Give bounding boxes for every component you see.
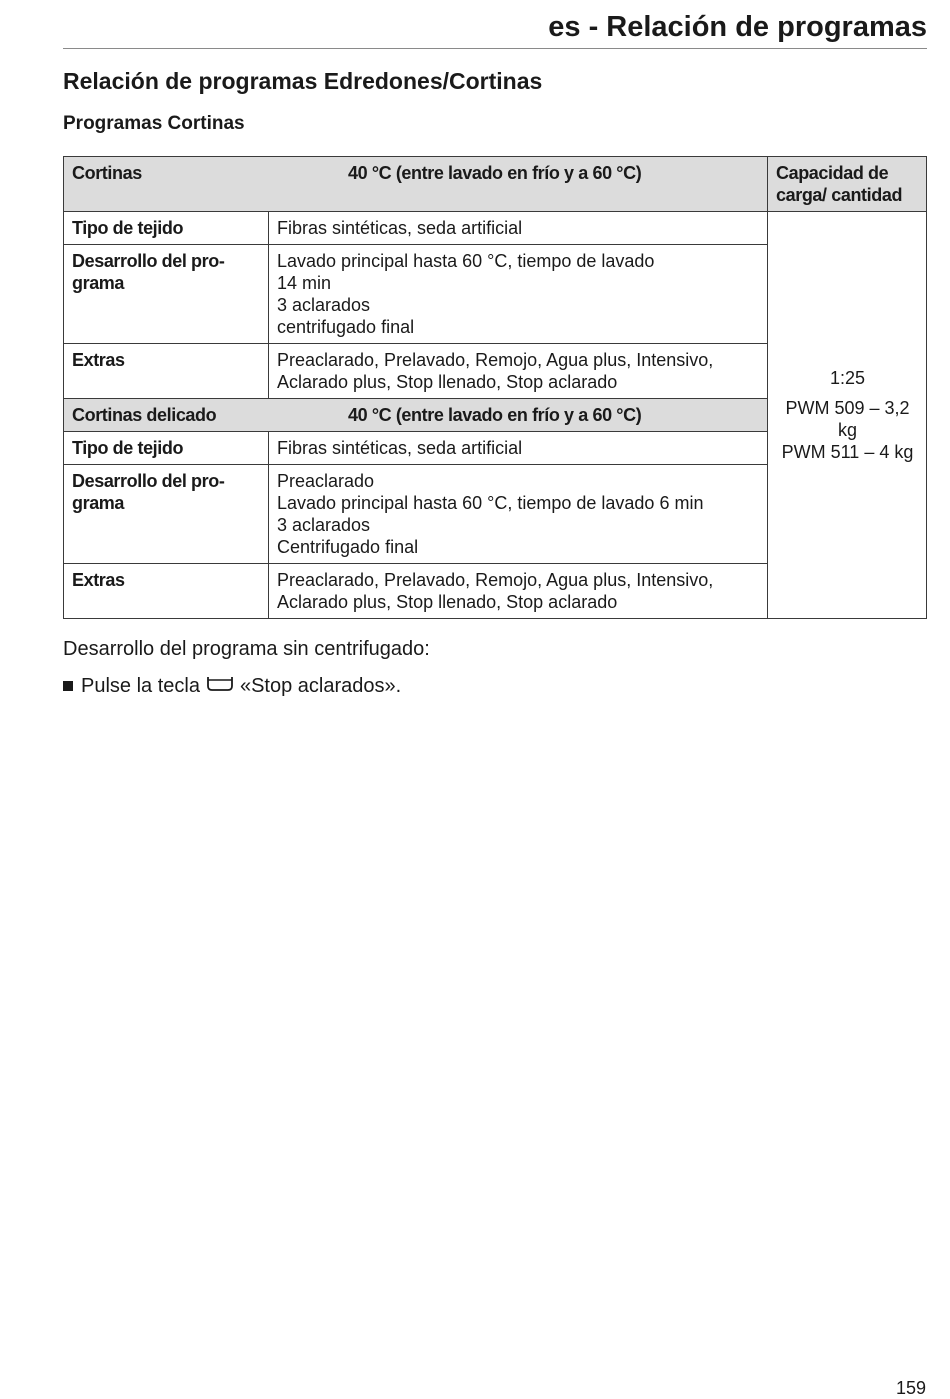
section-title: Relación de programas Edredones/Cortinas <box>63 68 543 94</box>
table-row <box>64 212 927 245</box>
capacity-ratio: 1:25 <box>829 368 866 388</box>
sequence-line: 3 aclarados <box>277 515 371 535</box>
sequence-line: 14 min <box>277 273 332 293</box>
extras-line: Aclarado plus, Stop llenado, Stop aclarado <box>277 592 618 612</box>
extras-line: Aclarado plus, Stop llenado, Stop aclarado <box>277 372 618 392</box>
program-name-cell <box>64 399 768 432</box>
row-label: Extras <box>64 344 269 399</box>
row-label: Desarrollo del pro-grama <box>64 465 269 564</box>
sequence-value <box>269 245 768 344</box>
program-header-row <box>64 157 927 212</box>
sequence-line: Lavado principal hasta 60 °C, tiempo de lavado 6 min <box>277 493 704 513</box>
fabric-value: Fibras sintéticas, seda artificial <box>269 212 768 245</box>
program-name-cell <box>64 157 768 212</box>
rinse-hold-icon <box>206 674 234 698</box>
extras-value <box>269 564 768 619</box>
page-number: 159 <box>895 1378 926 1398</box>
row-label: Desarrollo del pro-grama <box>64 245 269 344</box>
programs-table <box>63 156 927 619</box>
row-label: Tipo de tejido <box>64 212 269 245</box>
sequence-value <box>269 465 768 564</box>
subsection-title: Programas Cortinas <box>63 113 245 134</box>
fabric-value: Fibras sintéticas, seda artificial <box>269 432 768 465</box>
capacity-pwm509: PWM 509 – 3,2 kg <box>785 398 910 440</box>
capacity-cell <box>768 212 927 619</box>
extras-line: Preaclarado, Prelavado, Remojo, Agua plus, Intensivo, <box>277 350 714 370</box>
extras-line: Preaclarado, Prelavado, Remojo, Agua plus, Intensivo, <box>277 570 714 590</box>
bullet-square-icon <box>63 681 73 691</box>
extras-value <box>269 344 768 399</box>
sequence-line: Lavado principal hasta 60 °C, tiempo de lavado <box>277 251 655 271</box>
page-header: es - Relación de programas <box>63 8 927 49</box>
instruction-after: «Stop aclarados». <box>239 674 402 697</box>
sequence-line: centrifugado final <box>277 317 415 337</box>
row-label: Tipo de tejido <box>64 432 269 465</box>
program-name: Cortinas <box>72 163 142 183</box>
program-name: Cortinas delicado <box>72 405 217 425</box>
sequence-line: 3 aclarados <box>277 295 371 315</box>
note-text: Desarrollo del programa sin centrifugado: <box>63 638 430 660</box>
sequence-line: Preaclarado <box>277 471 375 491</box>
instruction-before: Pulse la tecla <box>81 674 200 697</box>
instruction-item <box>63 674 401 698</box>
program-temperature: 40 °C (entre lavado en frío y a 60 °C) <box>348 405 642 425</box>
program-temperature: 40 °C (entre lavado en frío y a 60 °C) <box>348 163 642 183</box>
capacity-pwm511: PWM 511 – 4 kg <box>781 442 914 462</box>
row-label: Extras <box>64 564 269 619</box>
sequence-line: Centrifugado final <box>277 537 419 557</box>
capacity-header: Capacidad de carga/ cantidad <box>768 157 927 212</box>
